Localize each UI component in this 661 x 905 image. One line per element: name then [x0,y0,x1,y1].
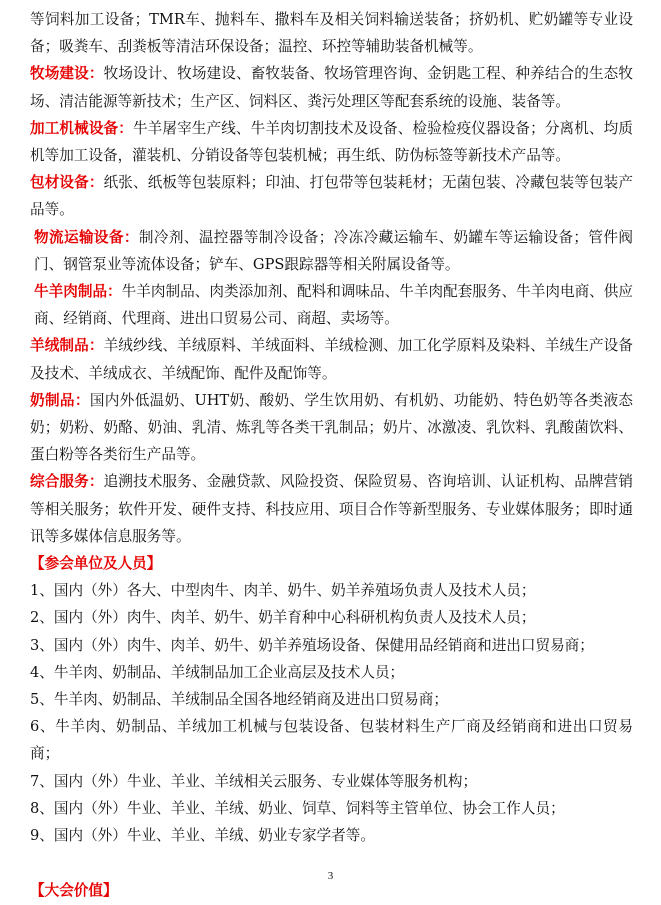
attendees-list [30,577,633,849]
attendee-item: 3、国内（外）肉牛、肉羊、奶牛、奶羊养殖场设备、保健用品经销商和进出口贸易商； [30,636,594,654]
category-paragraph [30,387,633,469]
attendees-heading: 【参会单位及人员】 [30,555,162,573]
category-text: 等饲料加工设备；TMR车、抛料车、撒料车及相关饲料输送装备；挤奶机、贮奶罐等专业设备；吸粪车、刮粪板等清洁环保设备；温控、环控等辅助装备机械等。 [30,11,633,56]
category-text: 羊绒纱线、羊绒原料、羊绒面料、羊绒检测、加工化学原料及染料、羊绒生产设备及技术、羊绒成衣、羊绒配饰、配件及配饰等。 [30,337,633,382]
category-label: 羊绒制品： [30,337,104,355]
category-text: 纸张、纸板等包装原料；印油、打包带等包装耗材；无菌包装、冷藏包装等包装产品等。 [30,174,633,219]
category-text: 制冷剂、温控器等制冷设备；冷冻冷藏运输车、奶罐车等运输设备；管件阀门、钢管泵业等流体设备；铲车、GPS跟踪器等相关附属设备等。 [34,228,633,273]
attendee-item: 1、国内（外）各大、中型肉牛、肉羊、奶牛、奶羊养殖场负责人及技术人员； [30,582,536,600]
category-paragraph [30,169,633,223]
category-label: 奶制品： [30,391,90,409]
category-paragraph [30,332,633,386]
attendee-item: 6、牛羊肉、奶制品、羊绒加工机械与包装设备、包装材料生产厂商及经销商和进出口贸易商； [30,718,633,763]
category-paragraph [30,468,633,550]
attendee-item: 5、牛羊肉、奶制品、羊绒制品全国各地经销商及进出口贸易商； [30,691,448,709]
category-label: 综合服务： [30,473,104,491]
attendee-item: 8、国内（外）牛业、羊业、羊绒、奶业、饲草、饲料等主管单位、协会工作人员； [30,799,565,817]
category-text: 牧场设计、牧场建设、畜牧装备、牧场管理咨询、金钥匙工程、种养结合的生态牧场、清洁能源等新技术；生产区、饲料区、粪污处理区等配套系统的设施、装备等。 [30,65,633,110]
category-paragraph [30,60,633,114]
category-paragraph [30,115,633,169]
category-label: 包材设备： [30,174,104,192]
category-text: 追溯技术服务、金融贷款、风险投资、保险贸易、咨询培训、认证机构、品牌营销等相关服务；软件开发、硬件支持、科技应用、项目合作等新型服务、专业媒体服务；即时通讯等多媒体信息服务等。 [30,473,633,545]
category-label: 物流运输设备： [34,228,139,246]
category-text: 国内外低温奶、UHT奶、酸奶、学生饮用奶、有机奶、功能奶、特色奶等各类液态奶；奶粉、奶酪、奶油、乳清、炼乳等各类干乳制品；奶片、冰激凌、乳饮料、乳酸菌饮料、蛋白粉等各类衍生产品等。 [30,391,633,464]
category-paragraph [30,278,633,332]
category-text: 牛羊肉制品、肉类添加剂、配料和调味品、牛羊肉配套服务、牛羊肉电商、供应商、经销商、代理商、进出口贸易公司、商超、卖场等。 [34,283,633,328]
category-label: 牛羊肉制品： [34,283,122,301]
document-body [30,6,633,905]
category-label: 加工机械设备： [30,119,133,137]
attendee-item: 4、牛羊肉、奶制品、羊绒制品加工企业高层及技术人员； [30,663,405,681]
category-label: 牧场建设： [30,65,104,83]
attendee-item: 9、国内（外）牛业、羊业、羊绒、奶业专家学者等。 [30,827,375,845]
page-number: 3 [327,870,334,882]
exhibit-categories [30,6,633,550]
attendee-item: 2、国内（外）肉牛、肉羊、奶牛、奶羊育种中心科研机构负责人及技术人员； [30,609,536,627]
value-heading: 【大会价值】 [30,882,118,900]
category-text: 牛羊屠宰生产线、牛羊肉切割技术及设备、检验检疫仪器设备；分离机、均质机等加工设备，灌装机、分销设备等包装机械；再生纸、防伪标签等新技术产品等。 [30,119,633,165]
category-paragraph [30,224,633,278]
attendee-item: 7、国内（外）牛业、羊业、羊绒相关云服务、专业媒体等服务机构； [30,772,478,790]
category-paragraph [30,6,633,60]
